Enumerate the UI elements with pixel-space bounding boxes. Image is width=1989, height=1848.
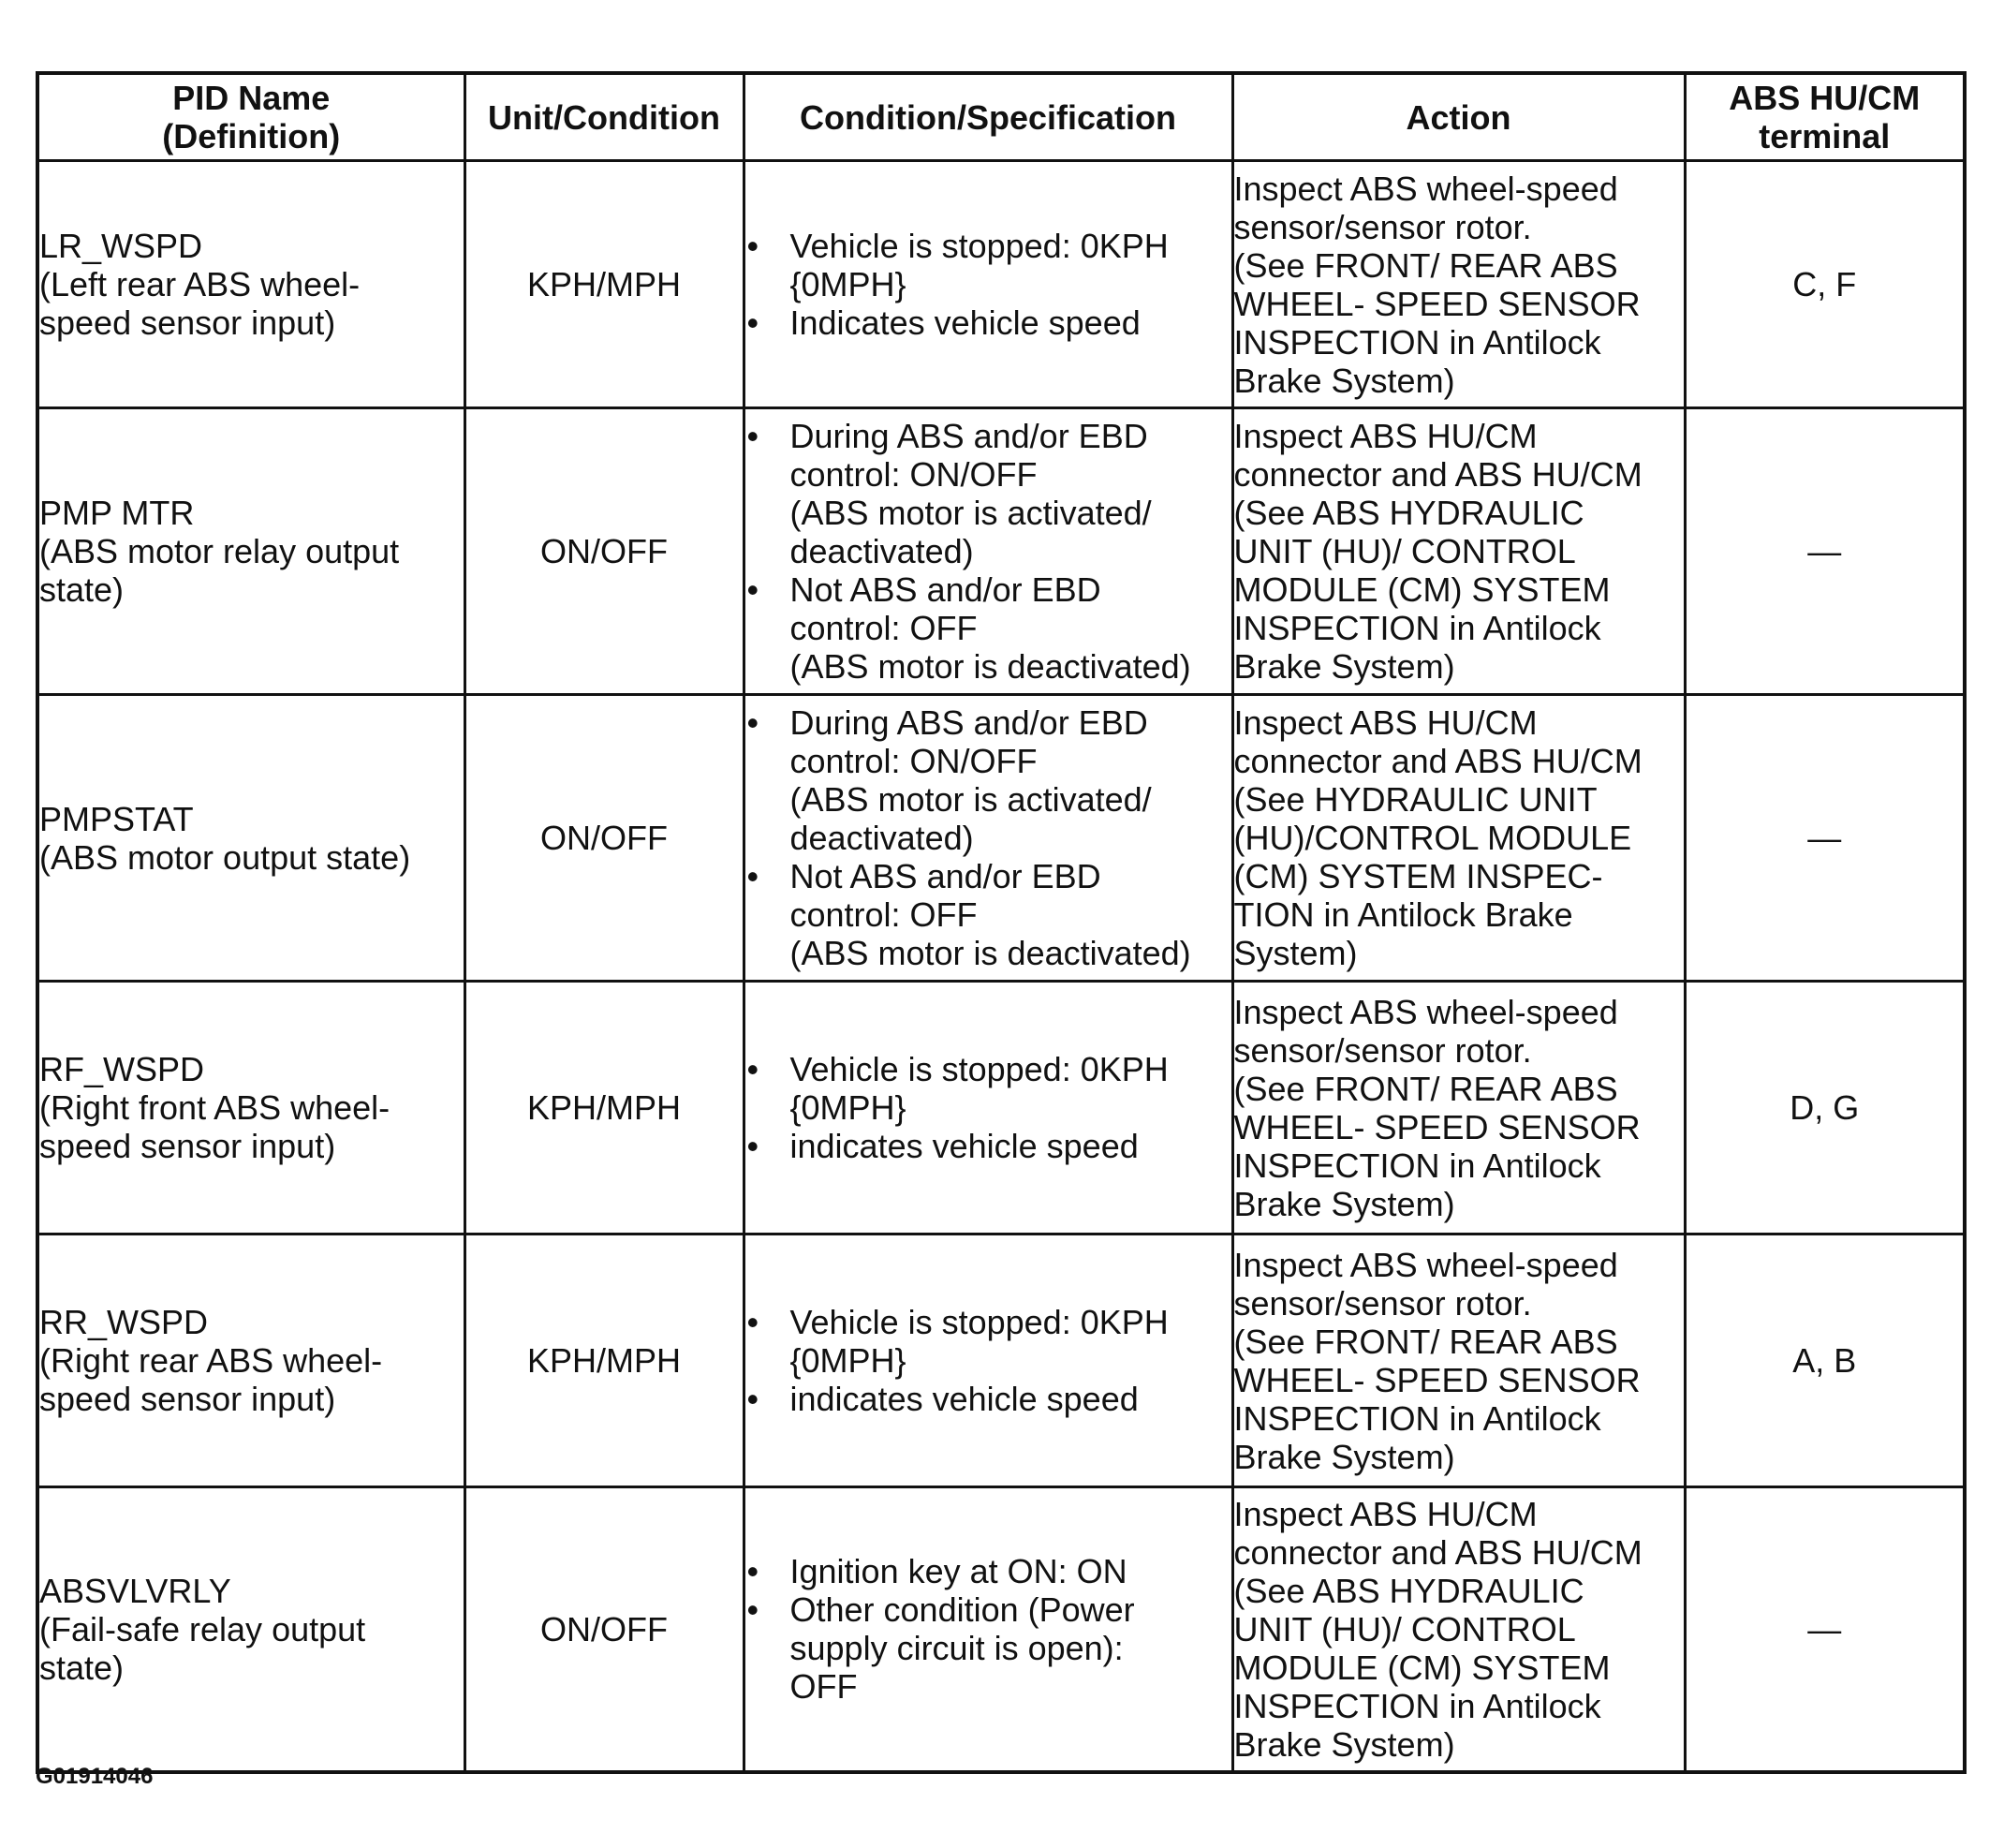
condition-list: [745, 1552, 1231, 1706]
condition-item: [745, 417, 1231, 570]
condition-line: • Not ABS and/or EBD: [789, 857, 1101, 895]
condition-line: • indicates vehicle speed: [789, 1380, 1139, 1418]
condition-item: [745, 1127, 1231, 1165]
condition-item: [745, 1050, 1231, 1127]
action-line: Brake System): [1233, 1724, 1455, 1764]
action-line: Brake System): [1233, 1437, 1455, 1476]
condition-line: (ABS motor is activated/: [789, 494, 1152, 532]
action-line: Inspect ABS HU/CM: [1233, 417, 1538, 455]
header-pid-name-line: PID Name: [172, 79, 331, 117]
action-line: (See FRONT/ REAR ABS: [1233, 1069, 1618, 1108]
condition-line: • During ABS and/or EBD: [789, 703, 1148, 742]
action-line: MODULE (CM) SYSTEM: [1233, 1648, 1611, 1687]
condition-line: {0MPH}: [789, 1341, 906, 1380]
unit-condition-cell: ON/OFF: [464, 695, 744, 982]
action-line: (CM) SYSTEM INSPEC-: [1233, 857, 1603, 895]
action-line: connector and ABS HU/CM: [1233, 742, 1643, 780]
action-line: Inspect ABS wheel-speed: [1233, 992, 1618, 1031]
condition-line: control: ON/OFF: [789, 455, 1038, 494]
condition-line: {0MPH}: [789, 1088, 906, 1127]
condition-line: • Not ABS and/or EBD: [789, 570, 1101, 609]
condition-line: control: OFF: [789, 895, 978, 934]
pid-name-line: PMP MTR: [39, 494, 195, 532]
condition-line: deactivated): [789, 532, 974, 570]
action-line: (See ABS HYDRAULIC: [1233, 1571, 1584, 1610]
condition-specification-cell: [744, 1487, 1232, 1772]
header-terminal: [1685, 73, 1965, 161]
condition-line: • Other condition (Power: [789, 1590, 1135, 1630]
condition-specification-cell: [744, 408, 1232, 695]
terminal-cell: —: [1685, 408, 1965, 695]
condition-specification-cell: [744, 695, 1232, 982]
condition-list: [745, 1050, 1231, 1165]
pid-name-cell: [37, 695, 464, 982]
pid-name-cell: [37, 408, 464, 695]
action-line: INSPECTION in Antilock: [1233, 609, 1601, 647]
condition-line: • Vehicle is stopped: 0KPH: [789, 1050, 1169, 1088]
action-line: WHEEL- SPEED SENSOR: [1233, 1107, 1641, 1146]
table-row: [37, 408, 1965, 695]
pid-name-line: PMPSTAT: [39, 799, 194, 838]
condition-item: [745, 1590, 1231, 1706]
condition-specification-cell: [744, 161, 1232, 408]
action-line: connector and ABS HU/CM: [1233, 1532, 1643, 1572]
condition-line: • During ABS and/or EBD: [789, 417, 1148, 455]
pid-name-cell: [37, 1234, 464, 1487]
unit-condition-cell: ON/OFF: [464, 408, 744, 695]
pid-name-line: (Left rear ABS wheel-: [39, 265, 361, 303]
table-row: [37, 695, 1965, 982]
condition-item: [745, 1303, 1231, 1380]
table-body: [37, 161, 1965, 1772]
condition-line: (ABS motor is deactivated): [789, 647, 1191, 686]
pid-name-cell: [37, 982, 464, 1234]
pid-name-line: (Right rear ABS wheel-: [39, 1341, 383, 1380]
condition-item: [745, 570, 1231, 686]
pid-name-line: speed sensor input): [39, 1380, 336, 1418]
condition-line: control: OFF: [789, 609, 978, 647]
terminal-cell: C, F: [1685, 161, 1965, 408]
condition-line: deactivated): [789, 819, 974, 857]
pid-name-line: (Fail-safe relay output: [39, 1609, 366, 1648]
condition-item: [745, 227, 1231, 303]
action-line: Inspect ABS HU/CM: [1233, 703, 1538, 742]
condition-line: • Vehicle is stopped: 0KPH: [789, 227, 1169, 265]
action-line: Brake System): [1233, 647, 1455, 686]
unit-condition-cell: KPH/MPH: [464, 1234, 744, 1487]
action-cell: [1232, 1234, 1685, 1487]
action-cell: [1232, 982, 1685, 1234]
action-line: UNIT (HU)/ CONTROL: [1233, 1609, 1576, 1648]
header-unit-condition: Unit/Condition: [464, 73, 744, 161]
pid-name-line: (Right front ABS wheel-: [39, 1088, 390, 1127]
condition-line: supply circuit is open):: [789, 1629, 1124, 1668]
pid-name-line: state): [39, 1648, 125, 1687]
action-cell: [1232, 695, 1685, 982]
condition-specification-cell: [744, 982, 1232, 1234]
action-line: sensor/sensor rotor.: [1233, 207, 1532, 246]
action-line: Inspect ABS wheel-speed: [1233, 1245, 1618, 1284]
pid-name-line: state): [39, 570, 125, 609]
action-cell: [1232, 408, 1685, 695]
pid-name-cell: [37, 161, 464, 408]
condition-line: • Indicates vehicle speed: [789, 303, 1141, 342]
terminal-cell: D, G: [1685, 982, 1965, 1234]
action-line: Brake System): [1233, 361, 1455, 400]
condition-item: [745, 303, 1231, 342]
pid-name-line: (ABS motor output state): [39, 837, 411, 877]
terminal-cell: —: [1685, 695, 1965, 982]
pid-name-cell: [37, 1487, 464, 1772]
action-line: WHEEL- SPEED SENSOR: [1233, 284, 1641, 323]
pid-name-line: ABSVLVRLY: [39, 1571, 231, 1610]
condition-line: OFF: [789, 1667, 858, 1707]
condition-list: [745, 703, 1231, 972]
unit-condition-cell: KPH/MPH: [464, 161, 744, 408]
action-line: (HU)/CONTROL MODULE: [1233, 819, 1632, 857]
condition-list: [745, 417, 1231, 686]
action-line: connector and ABS HU/CM: [1233, 455, 1643, 494]
table-row: [37, 161, 1965, 408]
action-cell: [1232, 161, 1685, 408]
condition-specification-cell: [744, 1234, 1232, 1487]
action-line: sensor/sensor rotor.: [1233, 1283, 1532, 1323]
table-row: [37, 1487, 1965, 1772]
header-pid-name: [37, 73, 464, 161]
action-line: (See FRONT/ REAR ABS: [1233, 1322, 1618, 1361]
pid-name-line: RF_WSPD: [39, 1050, 205, 1088]
pid-name-line: speed sensor input): [39, 303, 336, 342]
condition-line: {0MPH}: [789, 265, 906, 303]
unit-condition-cell: ON/OFF: [464, 1487, 744, 1772]
action-line: Inspect ABS HU/CM: [1233, 1494, 1538, 1533]
condition-item: [745, 703, 1231, 857]
condition-line: (ABS motor is activated/: [789, 780, 1152, 819]
condition-line: • indicates vehicle speed: [789, 1127, 1139, 1165]
condition-list: [745, 1303, 1231, 1418]
header-row: [37, 73, 1965, 161]
action-line: UNIT (HU)/ CONTROL: [1233, 532, 1576, 570]
table-row: [37, 1234, 1965, 1487]
action-line: sensor/sensor rotor.: [1233, 1030, 1532, 1070]
header-condition-specification: Condition/Specification: [744, 73, 1232, 161]
action-line: MODULE (CM) SYSTEM: [1233, 570, 1611, 609]
action-line: (See FRONT/ REAR ABS: [1233, 245, 1618, 285]
figure-id: G01914046: [36, 1764, 154, 1789]
header-terminal-line: terminal: [1759, 117, 1891, 155]
action-line: TION in Antilock Brake: [1233, 895, 1573, 934]
condition-item: [745, 857, 1231, 972]
condition-line: control: ON/OFF: [789, 742, 1038, 780]
header-pid-name-line: (Definition): [162, 117, 341, 155]
header-terminal-line: ABS HU/CM: [1729, 79, 1921, 117]
action-line: (See HYDRAULIC UNIT: [1233, 780, 1598, 819]
action-line: INSPECTION in Antilock: [1233, 322, 1601, 362]
action-line: INSPECTION in Antilock: [1233, 1686, 1601, 1725]
condition-line: • Ignition key at ON: ON: [789, 1552, 1127, 1591]
terminal-cell: —: [1685, 1487, 1965, 1772]
condition-list: [745, 227, 1231, 342]
unit-condition-cell: KPH/MPH: [464, 982, 744, 1234]
action-line: System): [1233, 934, 1358, 972]
pid-table: [36, 71, 1967, 1774]
condition-item: [745, 1380, 1231, 1418]
terminal-cell: A, B: [1685, 1234, 1965, 1487]
pid-name-line: LR_WSPD: [39, 227, 203, 265]
action-line: (See ABS HYDRAULIC: [1233, 494, 1584, 532]
condition-line: (ABS motor is deactivated): [789, 934, 1191, 972]
condition-line: • Vehicle is stopped: 0KPH: [789, 1303, 1169, 1341]
action-line: Inspect ABS wheel-speed: [1233, 169, 1618, 208]
action-cell: [1232, 1487, 1685, 1772]
action-line: Brake System): [1233, 1184, 1455, 1223]
table-row: [37, 982, 1965, 1234]
action-line: WHEEL- SPEED SENSOR: [1233, 1360, 1641, 1399]
header-action: Action: [1232, 73, 1685, 161]
action-line: INSPECTION in Antilock: [1233, 1146, 1601, 1185]
pid-name-line: RR_WSPD: [39, 1303, 209, 1341]
pid-name-line: speed sensor input): [39, 1127, 336, 1165]
condition-item: [745, 1552, 1231, 1590]
pid-name-line: (ABS motor relay output: [39, 532, 400, 570]
action-line: INSPECTION in Antilock: [1233, 1398, 1601, 1438]
